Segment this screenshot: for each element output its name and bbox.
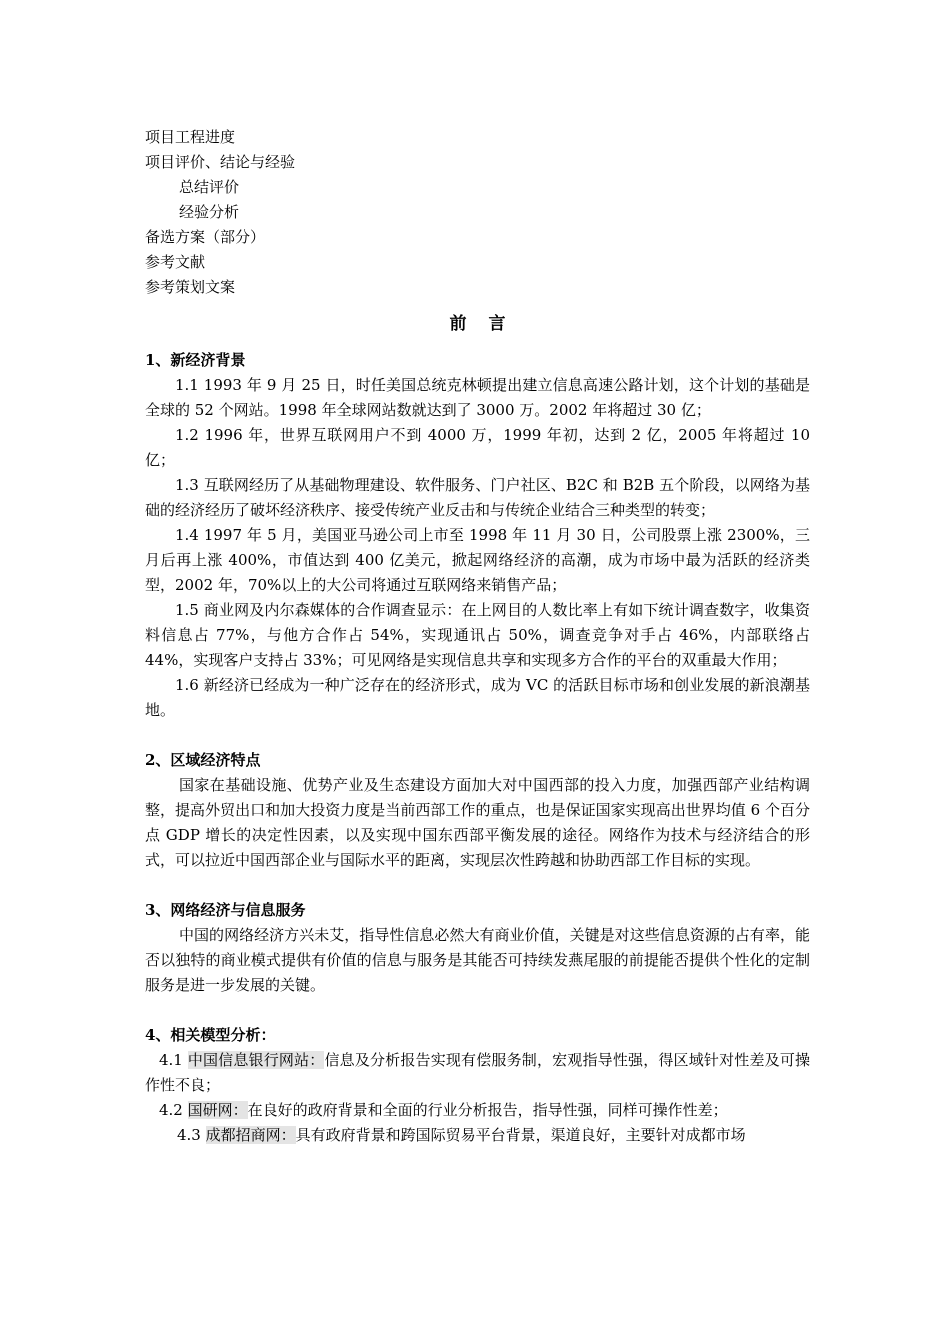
paragraph: 国家在基础设施、优势产业及生态建设方面加大对中国西部的投入力度，加强西部产业结构调整，提高外贸出口和加大投资力度是当前西部工作的重点，也是保证国家实现高出世界均值 6 个百分点 GDP 增长的决定性因素，以及实现中国东西部平衡发展的途径。网络作为技术与经济结合的形式，可以拉近中国西部企业与国际水平的距离，实现层次性跨越和协助西部工作目标的实现。 — [145, 776, 810, 869]
paragraph: 1.1 1993 年 9 月 25 日，时任美国总统克林顿提出建立信息高速公路计划，这个计划的基础是全球的 52 个网站。1998 年全球网站数就达到了 3000 万。2002 年将超过 30 亿； — [145, 376, 810, 419]
model-item — [145, 1048, 810, 1098]
section-heading: 2、区域经济特点 — [145, 751, 261, 769]
spacer — [145, 723, 810, 748]
toc-item[interactable]: 参考策划文案 — [145, 278, 236, 296]
spacer — [145, 873, 810, 898]
model-item — [145, 1098, 810, 1123]
paragraph: 1.6 新经济已经成为一种广泛存在的经济形式，成为 VC 的活跃目标市场和创业发展的新浪潮基地。 — [145, 676, 810, 719]
model-description: 在良好的政府背景和全面的行业分析报告，指导性强，同样可操作性差； — [247, 1101, 728, 1119]
section-network-economy — [145, 898, 810, 998]
model-link[interactable]: 成都招商网： — [205, 1126, 296, 1144]
toc-subitem[interactable]: 总结评价 — [179, 178, 240, 196]
section-regional-economy — [145, 748, 810, 873]
model-description: 信息及分析报告实现有偿服务制，宏观指导性强，得区域针对性差及可操作性不良； — [145, 1051, 810, 1094]
paragraph: 中国的网络经济方兴未艾，指导性信息必然大有商业价值，关键是对这些信息资源的占有率，能否以独特的商业模式提供有价值的信息与服务是其能否可持续发燕尾服的前提能否提供个性化的定制服务是进一步发展的关键。 — [145, 926, 810, 994]
model-link[interactable]: 中国信息银行网站： — [187, 1051, 325, 1069]
document-content — [145, 125, 810, 1148]
paragraph: 1.3 互联网经历了从基础物理建设、软件服务、门户社区、B2C 和 B2B 五个阶段，以网络为基础的经济经历了破坏经济秩序、接受传统产业反击和与传统企业结合三种类型的转变； — [145, 476, 810, 519]
section-heading: 4、相关模型分析： — [145, 1026, 276, 1044]
paragraph: 1.4 1997 年 5 月，美国亚马逊公司上市至 1998 年 11 月 30 日，公司股票上涨 2300%，三月后再上涨 400%，市值达到 400 亿美元，掀起网络经济的高潮，成为市场中最为活跃的经济类型，2002 年，70%以上的大公司将通过互联网络来销售产品； — [145, 526, 810, 594]
section-model-analysis — [145, 1023, 810, 1148]
model-number: 4.2 — [159, 1101, 188, 1119]
paragraph: 1.5 商业网及内尔森媒体的合作调查显示：在上网目的人数比率上有如下统计调查数字，收集资料信息占 77%，与他方合作占 54%，实现通讯占 50%，调查竞争对手占 46%，内部联络占 44%，实现客户支持占 33%；可见网络是实现信息共享和实现多方合作的平台的双重最大作用； — [145, 601, 810, 669]
model-description: 具有政府背景和跨国际贸易平台背景，渠道良好，主要针对成都市场 — [295, 1126, 746, 1144]
section-heading: 1、新经济背景 — [145, 351, 246, 369]
section-heading: 3、网络经济与信息服务 — [145, 901, 306, 919]
table-of-contents — [145, 125, 810, 300]
paragraph: 1.2 1996 年，世界互联网用户不到 4000 万，1999 年初，达到 2 亿，2005 年将超过 10 亿； — [145, 426, 810, 469]
spacer — [145, 998, 810, 1023]
toc-subitem[interactable]: 经验分析 — [179, 203, 240, 221]
model-number: 4.1 — [159, 1051, 188, 1069]
toc-item[interactable]: 项目评价、结论与经验 — [145, 153, 296, 171]
model-number: 4.3 — [177, 1126, 206, 1144]
model-link[interactable]: 国研网： — [187, 1101, 248, 1119]
section-new-economy — [145, 348, 810, 723]
toc-item[interactable]: 项目工程进度 — [145, 128, 236, 146]
toc-item[interactable]: 备选方案（部分） — [145, 228, 266, 246]
toc-item[interactable]: 参考文献 — [145, 253, 206, 271]
page-title: 前言 — [449, 314, 528, 334]
model-item — [145, 1123, 810, 1148]
